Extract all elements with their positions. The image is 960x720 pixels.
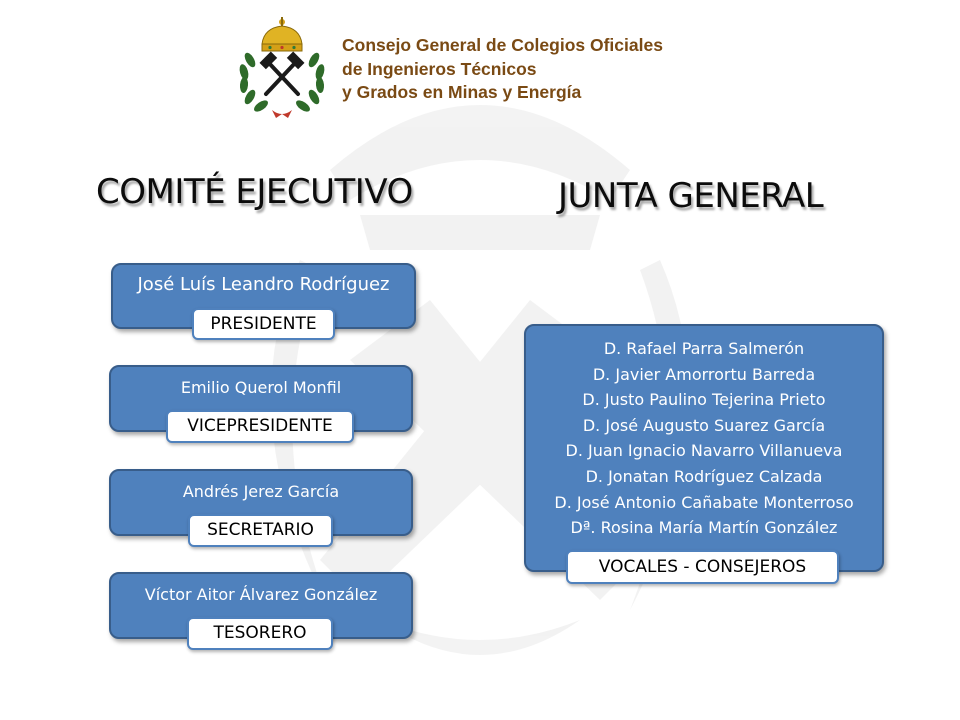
vocal-name: Dª. Rosina María Martín González: [570, 518, 838, 538]
member-name: Andrés Jerez García: [182, 482, 340, 501]
junta-general-title: JUNTA GENERAL: [558, 176, 824, 216]
vocal-name: D. Rafael Parra Salmerón: [603, 339, 805, 358]
council-logo-emblem: [228, 14, 336, 122]
vocal-name: D. Jonatan Rodríguez Calzada: [585, 466, 823, 486]
vocal-name: D. Juan Ignacio Navarro Villanueva: [565, 441, 843, 461]
member-name: José Luís Leandro Rodríguez: [137, 274, 390, 295]
role-label-secretario: SECRETARIO: [188, 514, 333, 547]
role-label-vicepresidente: VICEPRESIDENTE: [166, 410, 354, 443]
vocal-name: D. Justo Paulino Tejerina Prieto: [582, 390, 826, 410]
org-line-2: de Ingenieros Técnicos: [342, 58, 537, 79]
member-name: Víctor Aitor Álvarez González: [144, 585, 378, 604]
vocal-name: D. José Antonio Cañabate Monterroso: [554, 492, 854, 512]
vocal-name: D. Javier Amorrortu Barreda: [592, 364, 816, 384]
comite-ejecutivo-title: COMITÉ EJECUTIVO: [96, 172, 413, 212]
member-name: Emilio Querol Monfil: [180, 378, 342, 397]
org-line-1: Consejo General de Colegios Oficiales: [342, 35, 663, 55]
org-line-3: y Grados en Minas y Energía: [342, 82, 582, 102]
role-label-presidente: PRESIDENTE: [192, 308, 335, 340]
vocales-list: [526, 326, 882, 541]
role-label-vocales: VOCALES - CONSEJEROS: [566, 550, 839, 584]
organization-name: [342, 34, 663, 105]
vocales-box: [524, 324, 884, 572]
role-label-tesorero: TESORERO: [187, 617, 333, 650]
vocal-name: D. José Augusto Suarez García: [582, 415, 826, 435]
